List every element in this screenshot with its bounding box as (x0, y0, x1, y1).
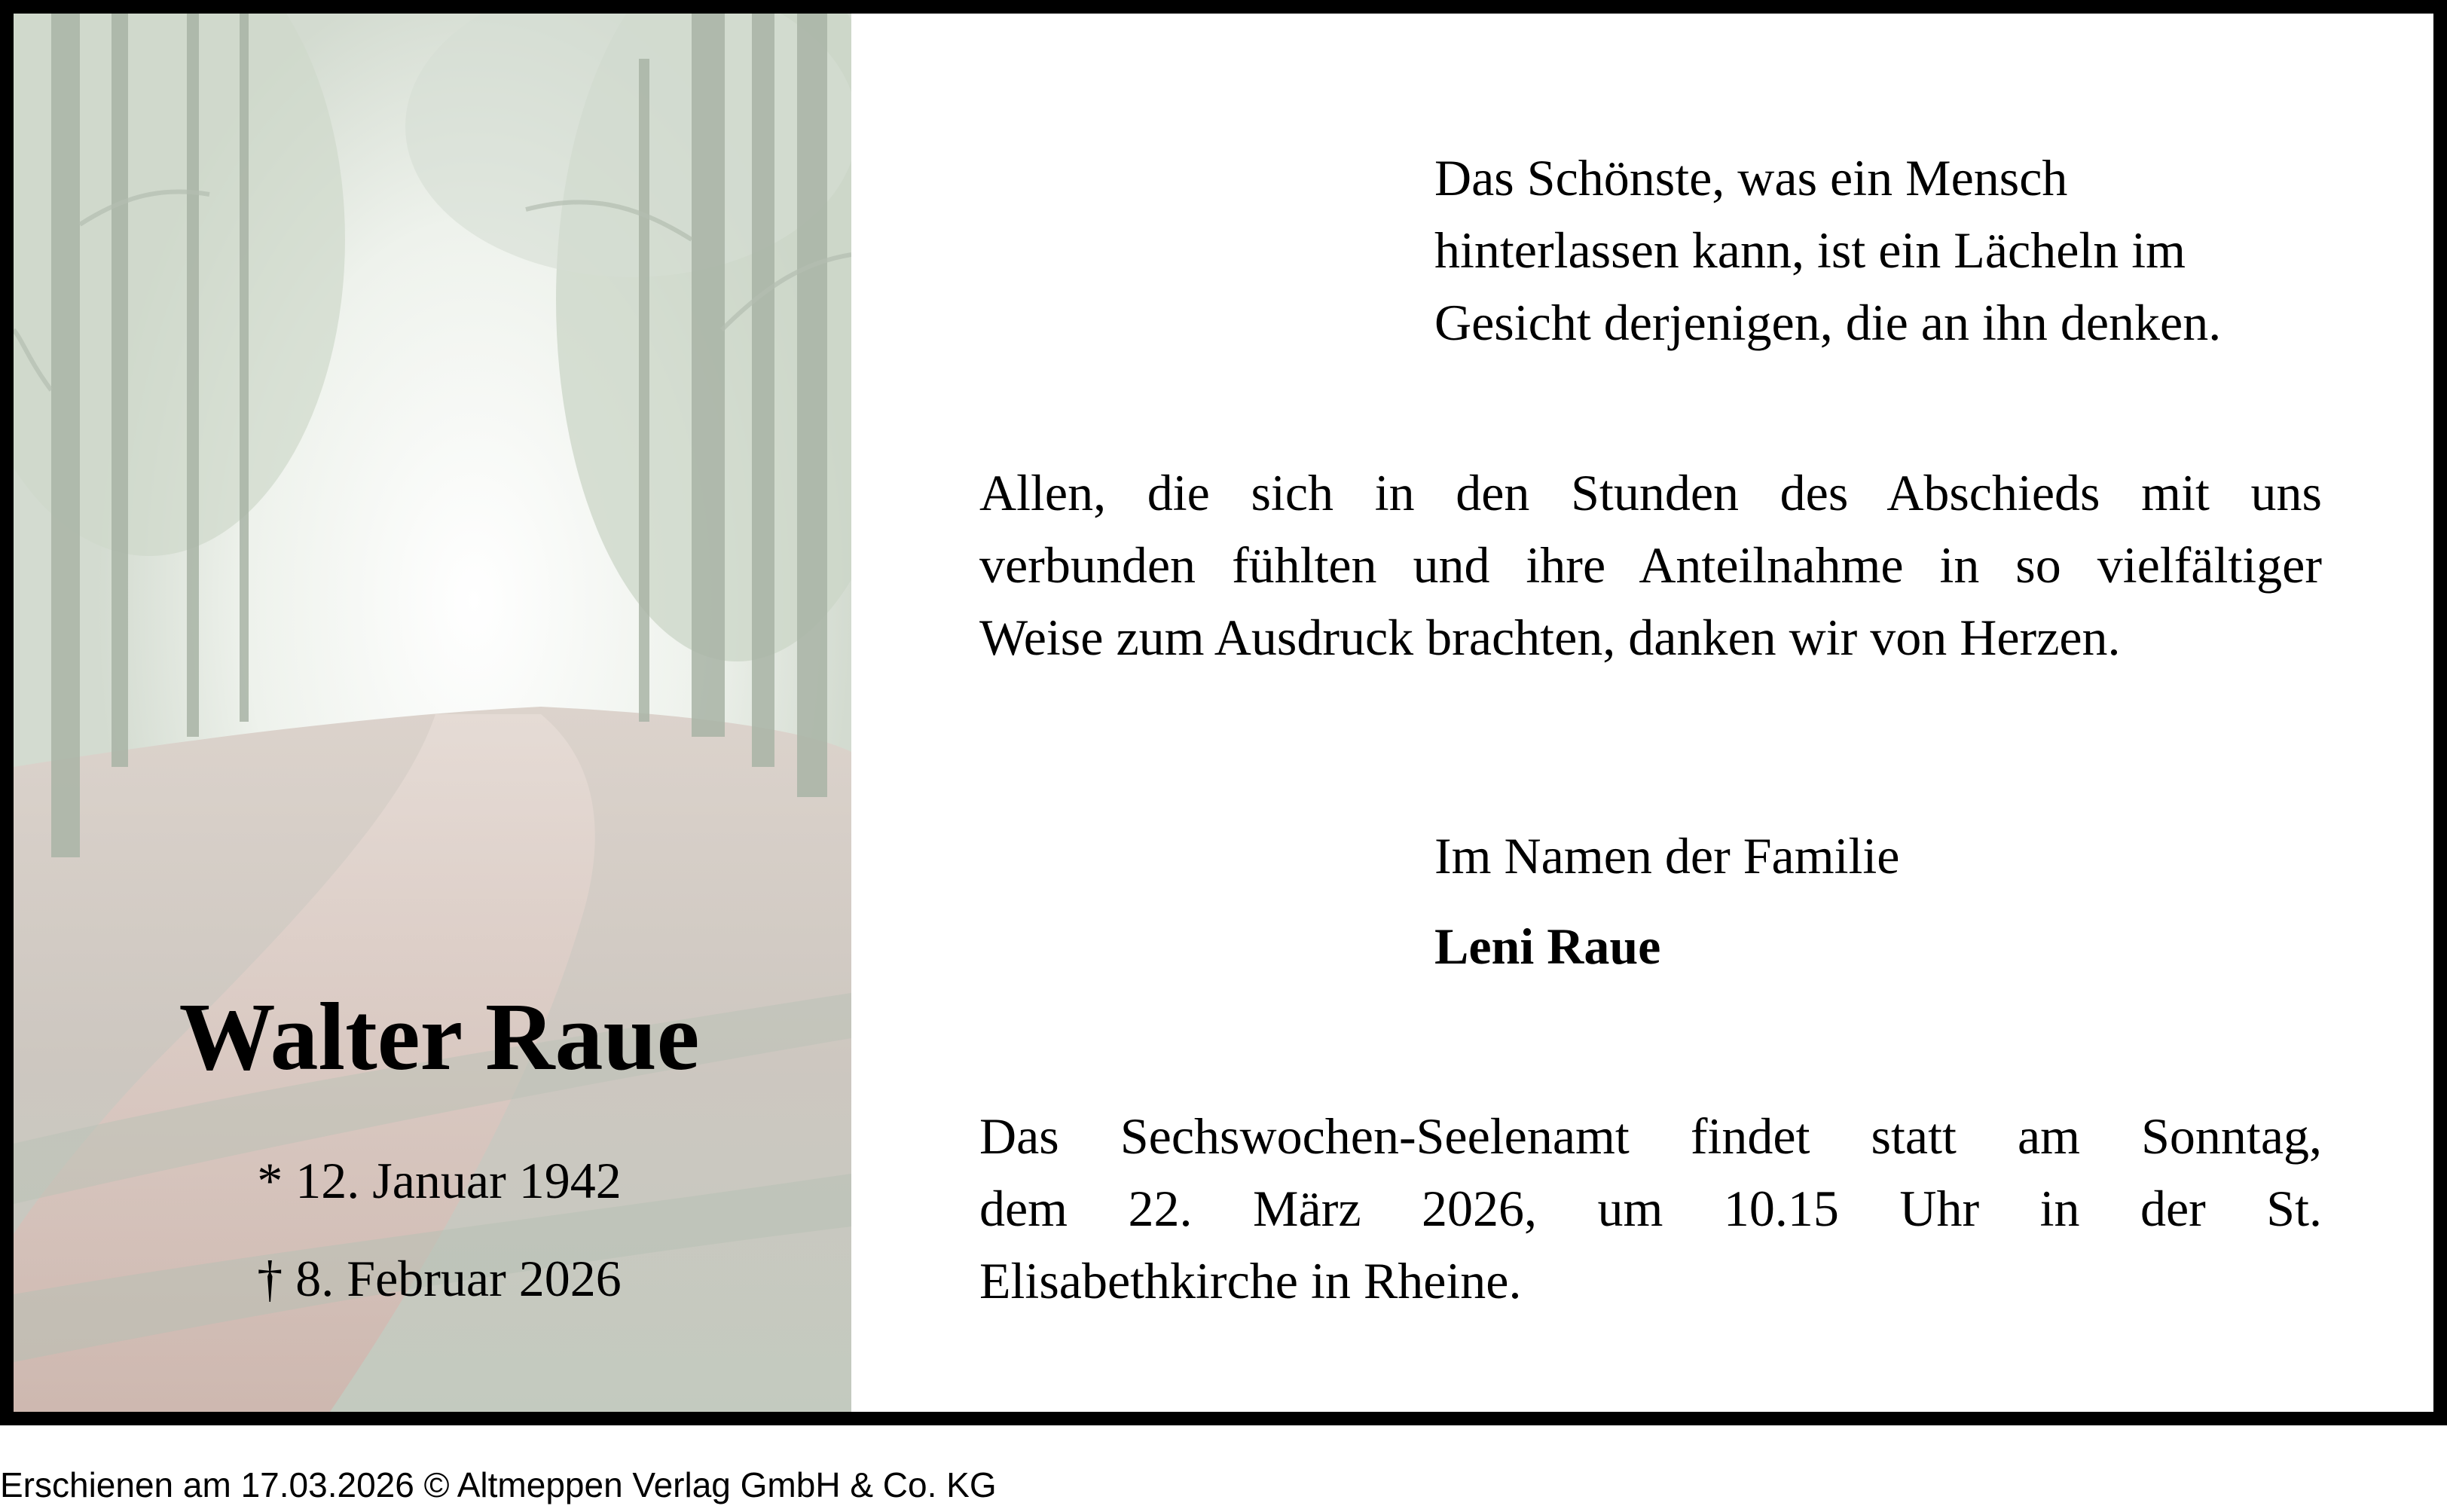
thanks-line: Weise zum Ausdruck brachten, danken wir von Herzen. (979, 609, 2121, 666)
death-date: † 8. Februar 2026 (257, 1250, 622, 1307)
deceased-name: Walter Raue (179, 983, 700, 1090)
service-paragraph (979, 1100, 2322, 1317)
service-line: Elisabethkirche in Rheine. (979, 1252, 1522, 1309)
birth-date: * 12. Januar 1942 (257, 1152, 622, 1209)
thanks-line: Allen, die sich in den Stunden des Abschieds mit uns (979, 464, 2322, 521)
service-line: dem 22. März 2026, um 10.15 Uhr in der St. (979, 1180, 2322, 1237)
family-name: Leni Raue (1434, 918, 1661, 975)
publication-footer: Erschienen am 17.03.2026 © Altmeppen Verlag GmbH & Co. KG (0, 1465, 997, 1504)
memorial-quote (1434, 142, 2384, 359)
thanks-paragraph (979, 457, 2322, 674)
quote-line: Gesicht derjenigen, die an ihn denken. (1434, 294, 2222, 351)
service-line: Das Sechswochen-Seelenamt findet statt am Sonntag, (979, 1107, 2322, 1165)
family-label: Im Namen der Familie (1434, 827, 1900, 884)
thanks-line: verbunden fühlten und ihre Anteilnahme in so vielfältiger (979, 536, 2322, 594)
quote-line: Das Schönste, was ein Mensch (1434, 149, 2068, 206)
quote-line: hinterlassen kann, ist ein Lächeln im (1434, 221, 2186, 279)
